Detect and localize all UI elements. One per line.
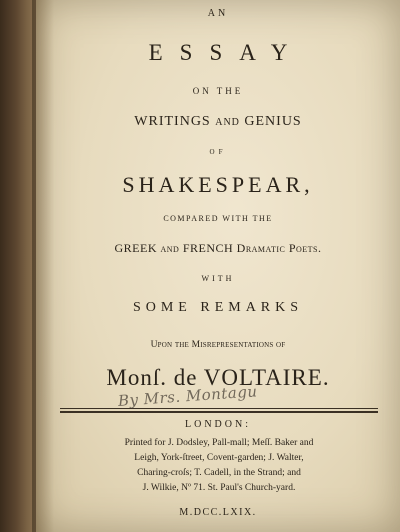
imprint-line: Leigh, York-ſtreet, Covent-garden; J. Walter, xyxy=(134,453,304,463)
title-main: ESSAY xyxy=(148,40,305,65)
title-greek-line: GREEK and FRENCH Dramatic Poets. xyxy=(114,241,322,255)
title-subject: SHAKESPEAR, xyxy=(122,172,314,197)
imprint-block xyxy=(62,436,376,496)
handwritten-attribution: By Mrs. Montagu xyxy=(117,382,259,410)
title-article: AN xyxy=(207,8,229,19)
title-of: OF xyxy=(209,148,227,156)
title-on-the: ON THE xyxy=(192,86,244,96)
title-with: WITH xyxy=(201,274,235,283)
title-page xyxy=(36,0,400,532)
divider-rule-thick xyxy=(60,411,378,413)
title-remarks: SOME REMARKS xyxy=(132,300,304,315)
imprint-line: Printed for J. Dodsley, Pall-mall; Meſſ. Baker and xyxy=(124,438,314,448)
book-binding xyxy=(0,0,36,532)
title-voltaire: Monſ. de VOLTAIRE. xyxy=(106,365,330,390)
imprint-date: M.DCC.LXIX. xyxy=(179,507,257,518)
divider-rule-thin xyxy=(60,408,378,409)
title-compared: COMPARED WITH THE xyxy=(163,214,273,223)
title-writings-line: WRITINGS and GENIUS xyxy=(134,114,302,129)
imprint-line: Charing-croſs; T. Cadell, in the Strand; and xyxy=(137,468,301,478)
imprint-line: J. Wilkie, Nº 71. St. Paul's Church-yard. xyxy=(142,483,296,493)
title-upon-line: Upon the Misrepresentations of xyxy=(150,340,286,350)
imprint-place: LONDON: xyxy=(185,419,251,430)
